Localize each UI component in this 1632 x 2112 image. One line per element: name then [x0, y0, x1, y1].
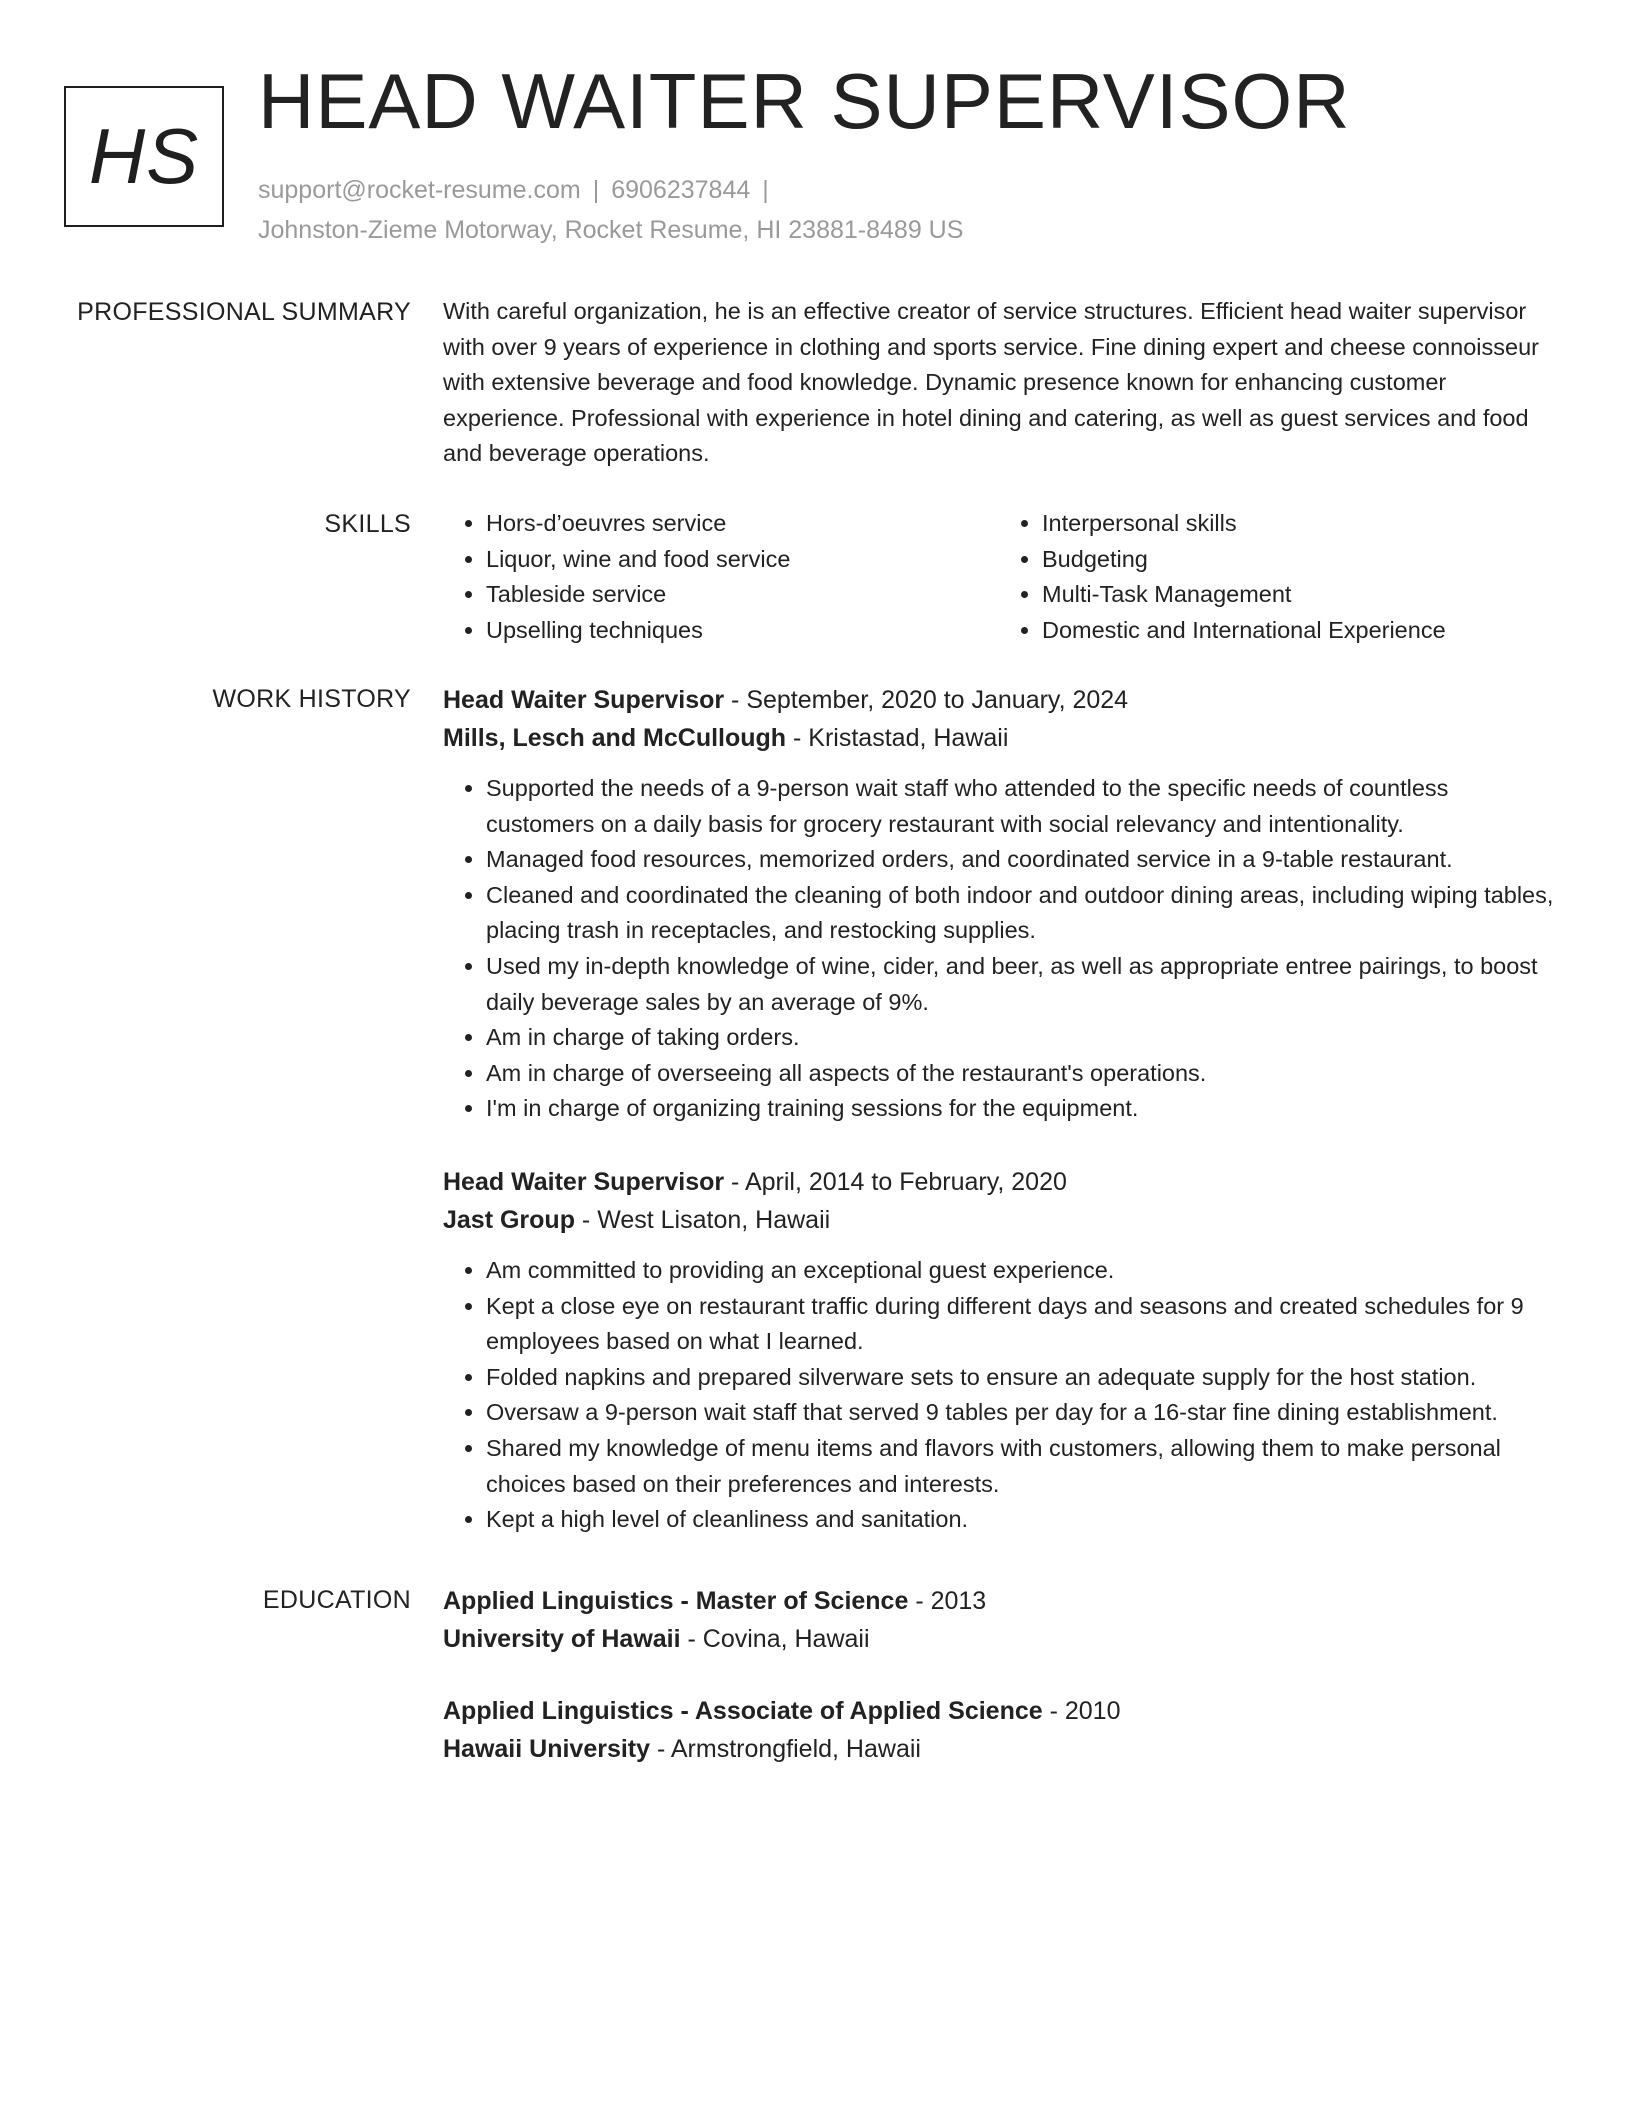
- address-text: Johnston-Zieme Motorway, Rocket Resume, HI 23881-8489 US: [258, 216, 964, 244]
- job-bullet: • Am committed to providing an exceptional guest experience.: [486, 1253, 1555, 1289]
- skill-item: • Liquor, wine and food service: [486, 542, 999, 578]
- school-line: [443, 1730, 1555, 1768]
- job-bullet: • Folded napkins and prepared silverware sets to ensure an adequate supply for the host station.: [486, 1360, 1555, 1396]
- work-history-body: [443, 681, 1555, 1574]
- skills-heading: SKILLS: [324, 510, 411, 538]
- contact-line-1: [258, 170, 963, 210]
- job-entry: [443, 1163, 1555, 1538]
- job-bullet: • Kept a high level of cleanliness and sanitation.: [486, 1502, 1555, 1538]
- summary-heading: PROFESSIONAL SUMMARY: [77, 298, 411, 326]
- job-bullets: [443, 1253, 1555, 1538]
- skill-item: • Domestic and International Experience: [1042, 613, 1555, 649]
- job-company-line: [443, 1201, 1555, 1239]
- school-name: University of Hawaii: [443, 1625, 681, 1653]
- skill-item: • Tableside service: [486, 577, 999, 613]
- job-bullet: • Kept a close eye on restaurant traffic during different days and seasons and created schedules for 9 employees based on what I learned.: [486, 1289, 1555, 1360]
- degree-year: - 2010: [1042, 1697, 1121, 1725]
- skill-item: • Upselling techniques: [486, 613, 999, 649]
- job-bullet: • Am in charge of overseeing all aspects of the restaurant's operations.: [486, 1056, 1555, 1092]
- education-entry: [443, 1582, 1555, 1658]
- work-history-heading: WORK HISTORY: [212, 685, 411, 713]
- contact-info: [258, 170, 963, 250]
- education-heading: EDUCATION: [262, 1586, 411, 1614]
- summary-text: With careful organization, he is an effective creator of service structures. Efficient head waiter supervisor with over 9 years of experience in clothing and sports service. Fine dining expert and cheese connoisseur with extensive beverage and food knowledge. Dynamic presence known for enhancing customer experience. Professional with experience in hotel dining and catering, as well as guest services and food and beverage operations.: [443, 298, 1539, 467]
- job-bullet: • Am in charge of taking orders.: [486, 1020, 1555, 1056]
- school-name: Hawaii University: [443, 1735, 651, 1763]
- school-location: - Armstrongfield, Hawaii: [650, 1735, 921, 1763]
- job-bullet: • Shared my knowledge of menu items and flavors with customers, allowing them to make personal choices based on their preferences and interests.: [486, 1431, 1555, 1502]
- monogram-initials: HS: [64, 86, 224, 227]
- job-bullet: • Supported the needs of a 9-person wait staff who attended to the specific needs of countless customers on a daily basis for grocery restaurant with social relevancy and intentionality.: [486, 771, 1555, 842]
- skill-item: • Interpersonal skills: [1042, 506, 1555, 542]
- skills-grid: [443, 506, 1555, 648]
- job-dates: - April, 2014 to February, 2020: [724, 1167, 1067, 1196]
- job-location: - West Lisaton, Hawaii: [574, 1205, 831, 1234]
- job-role: Head Waiter Supervisor: [443, 1167, 725, 1196]
- job-dates: - September, 2020 to January, 2024: [724, 686, 1129, 714]
- school-line: [443, 1620, 1555, 1658]
- phone-text: 6906237844: [611, 176, 751, 204]
- skill-item: • Multi-Task Management: [1042, 577, 1555, 613]
- job-title-line: [443, 1163, 1555, 1201]
- contact-separator: |: [592, 176, 600, 204]
- summary-body: [443, 294, 1555, 472]
- job-company-line: [443, 719, 1555, 757]
- job-role: Head Waiter Supervisor: [443, 686, 725, 714]
- degree-line: [443, 1582, 1555, 1620]
- education-body: [443, 1582, 1555, 1802]
- school-location: - Covina, Hawaii: [680, 1625, 870, 1653]
- degree-line: [443, 1692, 1555, 1730]
- skill-item: • Hors-d’oeuvres service: [486, 506, 999, 542]
- job-company: Mills, Lesch and McCullough: [443, 724, 787, 752]
- skill-item: • Budgeting: [1042, 542, 1555, 578]
- degree-name: Applied Linguistics - Master of Science: [443, 1587, 909, 1615]
- contact-separator-trailing: |: [762, 176, 769, 204]
- degree-year: - 2013: [908, 1587, 987, 1615]
- degree-name: Applied Linguistics - Associate of Applied Science: [443, 1697, 1043, 1725]
- skills-list-right: [999, 506, 1555, 648]
- job-bullet: • Used my in-depth knowledge of wine, cider, and beer, as well as appropriate entree pairings, to boost daily beverage sales by an average of 9%.: [486, 949, 1555, 1020]
- job-entry: [443, 681, 1555, 1127]
- job-bullet: • Cleaned and coordinated the cleaning of both indoor and outdoor dining areas, including wiping tables, placing trash in receptacles, and restocking supplies.: [486, 878, 1555, 949]
- skills-body: [443, 506, 1555, 648]
- email-text: support@rocket-resume.com: [258, 176, 581, 204]
- skills-list-left: [443, 506, 999, 648]
- job-location: - Kristastad, Hawaii: [786, 724, 1009, 752]
- resume-name-title: HEAD WAITER SUPERVISOR: [258, 57, 1351, 145]
- job-bullet: • Managed food resources, memorized orders, and coordinated service in a 9-table restaurant.: [486, 842, 1555, 878]
- job-title-line: [443, 681, 1555, 719]
- job-bullets: [443, 771, 1555, 1127]
- job-company: Jast Group: [443, 1205, 575, 1234]
- education-entry: [443, 1692, 1555, 1768]
- job-bullet: • I'm in charge of organizing training sessions for the equipment.: [486, 1091, 1555, 1127]
- job-bullet: • Oversaw a 9-person wait staff that served 9 tables per day for a 16-star fine dining establishment.: [486, 1395, 1555, 1431]
